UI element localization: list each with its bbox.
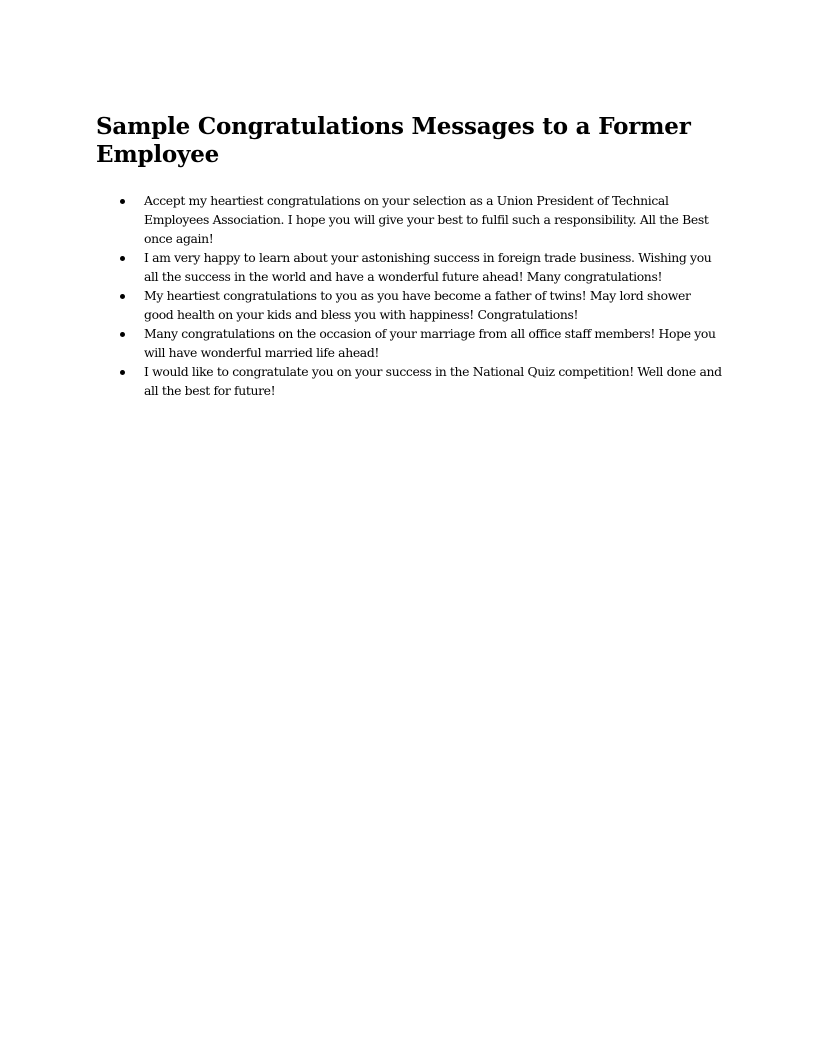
list-item <box>96 324 722 362</box>
list-item <box>96 191 722 248</box>
bullet-icon <box>120 294 125 299</box>
message-text: I am very happy to learn about your astonishing success in foreign trade business. Wishing you all the success in the world and have a wonderful future ahead! Many congratulations! <box>144 250 712 284</box>
bullet-icon <box>120 370 125 375</box>
list-item <box>96 286 722 324</box>
document-title: Sample Congratulations Messages to a Former Employee <box>96 113 691 168</box>
bullet-icon <box>120 199 125 204</box>
list-item <box>96 248 722 286</box>
message-text: Many congratulations on the occasion of your marriage from all office staff members! Hope you will have wonderful married life ahead! <box>144 326 716 360</box>
message-text: Accept my heartiest congratulations on your selection as a Union President of Technical Employees Association. I hope you will give your best to fulfil such a responsibility. All the Best once again! <box>144 193 709 246</box>
list-item <box>96 362 722 400</box>
message-text: My heartiest congratulations to you as you have become a father of twins! May lord shower good health on your kids and bless you with happiness! Congratulations! <box>144 288 691 322</box>
bullet-icon <box>120 332 125 337</box>
messages-list <box>96 191 722 400</box>
bullet-icon <box>120 256 125 261</box>
message-text: I would like to congratulate you on your success in the National Quiz competition! Well done and all the best for future! <box>144 364 722 398</box>
